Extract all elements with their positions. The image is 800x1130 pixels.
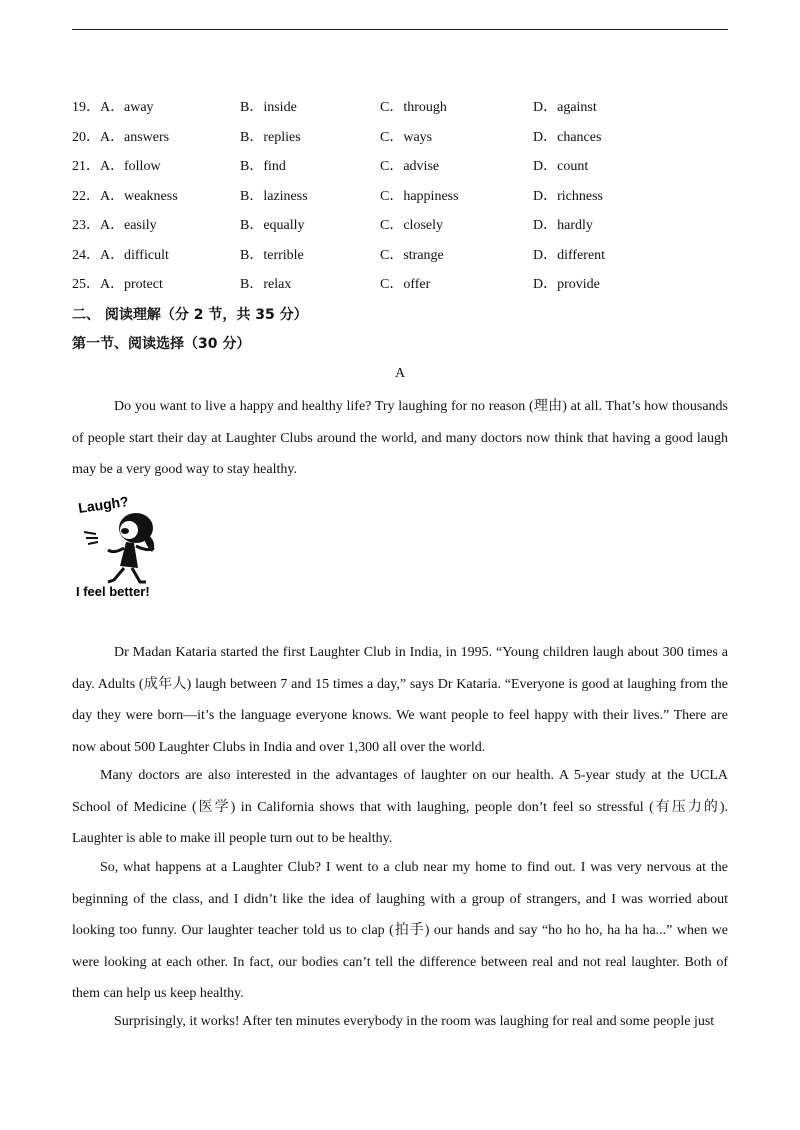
option-c: C．happiness <box>380 189 459 204</box>
option-c: C．ways <box>380 130 433 145</box>
question-row <box>72 216 728 236</box>
question-number: 20．A． <box>72 130 125 145</box>
paragraph-2: Dr Madan Kataria started the first Laughter Club in India, in 1995. “Young children laugh about 300 times a day. Adults (成年人) laugh between 7 and 15 times a day,” says Dr Kataria. “Everyone is good at laughing from the day they were born—it’s the language everyone knows. We want people to feel happy with their lives.” There are now about 500 Laughter Clubs in India and over 1,300 all over the world. <box>72 645 728 755</box>
option-a: weakness <box>124 189 178 204</box>
paragraph-3: Many doctors are also interested in the advantages of laughter on our health. A 5-year study at the UCLA School of Medicine (医学) in California shows that with laughing, people don’t feel so stressful (有压力的). Laughter is able to make ill people turn out to be healthy. <box>72 768 728 846</box>
option-c: C．strange <box>380 248 444 263</box>
section-heading: 二、 阅读理解（分 2 节，共 35 分） <box>72 307 308 323</box>
question-number: 21．A． <box>72 159 125 174</box>
paragraph-1: Do you want to live a happy and healthy life? Try laughing for no reason (理由) at all. That’s how thousands of people start their day at Laughter Clubs around the world, and many doctors now think that having a good laugh may be a very good way to stay healthy. <box>72 399 728 477</box>
paragraph-4: So, what happens at a Laughter Club? I went to a club near my home to find out. I was very nervous at the beginning of the class, and I didn’t like the idea of laughing with a group of strangers, and I was worried about looking too funny. Our laughter teacher told us to clap (拍手) our hands and say “ho ho ho, ha ha ha...” when we were looking at each other. In fact, our bodies can’t tell the difference between real and not real laughter. Both of them can help us keep healthy. <box>72 860 728 1001</box>
option-c: C．through <box>380 100 447 115</box>
option-d: D．against <box>533 100 597 115</box>
paragraph-5: Surprisingly, it works! After ten minutes everybody in the room was laughing for real and some people just <box>114 1014 715 1029</box>
option-c: C．advise <box>380 159 440 174</box>
option-c: C．offer <box>380 277 431 292</box>
option-b: B．equally <box>240 218 305 233</box>
option-b: B．find <box>240 159 286 174</box>
question-row <box>72 187 728 207</box>
question-number: 25．A． <box>72 277 125 292</box>
question-row <box>72 246 728 266</box>
passage-letter: A <box>394 366 406 381</box>
option-b: B．relax <box>240 277 292 292</box>
question-row <box>72 98 728 118</box>
question-number: 24．A． <box>72 248 125 263</box>
option-a: away <box>124 100 154 115</box>
option-d: D．different <box>533 248 606 263</box>
question-row <box>72 128 728 148</box>
top-rule <box>72 29 728 30</box>
option-d: D．richness <box>533 189 603 204</box>
option-b: B．laziness <box>240 189 308 204</box>
option-a: protect <box>124 277 163 292</box>
option-a: easily <box>124 218 157 233</box>
option-b: B．inside <box>240 100 297 115</box>
question-number: 19．A． <box>72 100 125 115</box>
laughing-girl-illustration <box>74 488 184 604</box>
question-number: 22．A． <box>72 189 125 204</box>
subsection-heading: 第一节、阅读选择（30 分） <box>72 336 251 352</box>
option-a: answers <box>124 130 170 145</box>
question-row <box>72 157 728 177</box>
question-row <box>72 275 728 295</box>
illustration-top-text: Laugh? <box>77 493 130 516</box>
option-d: D．count <box>533 159 589 174</box>
question-number: 23．A． <box>72 218 125 233</box>
option-b: B．replies <box>240 130 301 145</box>
option-c: C．closely <box>380 218 443 233</box>
option-d: D．provide <box>533 277 600 292</box>
option-a: difficult <box>124 248 169 263</box>
option-a: follow <box>124 159 161 174</box>
illustration-bottom-text: I feel better! <box>76 584 150 599</box>
option-b: B．terrible <box>240 248 304 263</box>
option-d: D．chances <box>533 130 602 145</box>
cartoon-image <box>74 488 184 604</box>
option-d: D．hardly <box>533 218 593 233</box>
